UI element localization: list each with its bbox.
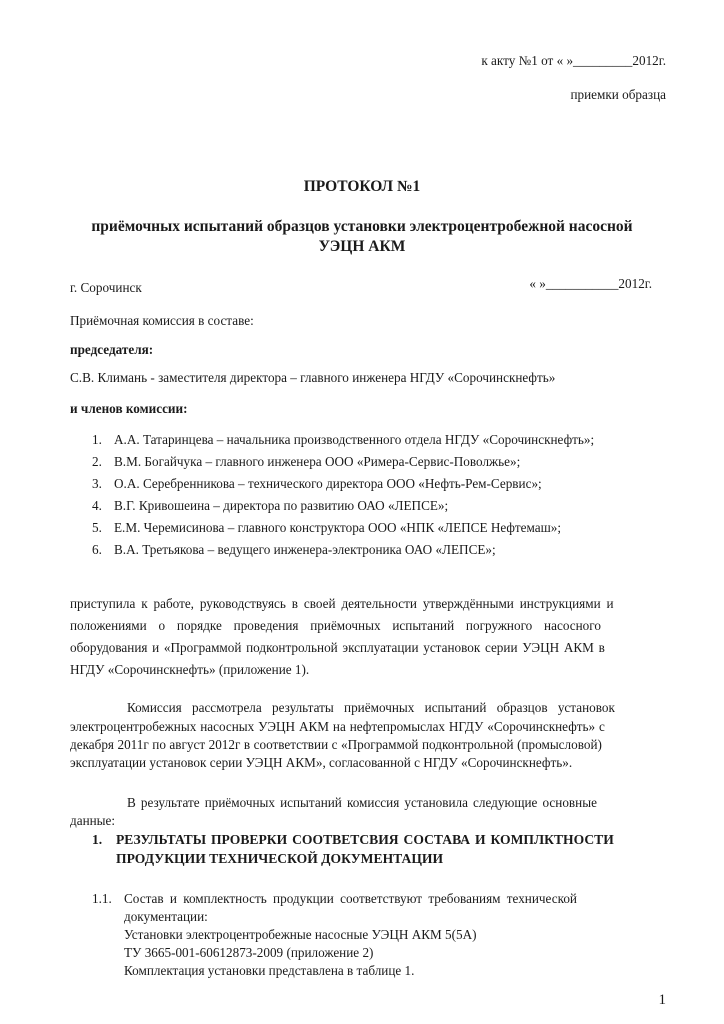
page-number: 1 <box>658 992 666 1008</box>
member-item <box>92 454 520 470</box>
member-number: 5. <box>92 520 102 535</box>
member-number: 1. <box>92 432 102 447</box>
member-number: 3. <box>92 476 102 491</box>
member-text: О.А. Серебренникова – технического директора ООО «Нефть-Рем-Сервис»; <box>114 476 542 491</box>
paragraph-1-line-3: оборудования и «Программой подконтрольной эксплуатации установок серии УЭЦН АКМ в <box>70 640 605 655</box>
member-text: В.М. Богайчука – главного инженера ООО «Римера-Сервис-Поволжье»; <box>114 454 521 469</box>
subsection-1-1-line-1: Состав и комплектность продукции соответствуют требованиям технической <box>124 891 577 906</box>
member-item <box>92 542 496 558</box>
member-text: В.Г. Кривошеина – директора по развитию ОАО «ЛЕПСЕ»; <box>114 498 449 513</box>
member-text: А.А. Татаринцева – начальника производственного отдела НГДУ «Сорочинскнефть»; <box>114 432 595 447</box>
place-city: г. Сорочинск <box>70 280 142 295</box>
header-acceptance-sample: приемки образца <box>570 87 666 102</box>
paragraph-1-line-1: приступила к работе, руководствуясь в своей деятельности утверждёнными инструкциями и <box>70 596 614 611</box>
paragraph-1-line-4: НГДУ «Сорочинскнефть» (приложение 1). <box>70 662 310 677</box>
member-item <box>92 432 594 448</box>
paragraph-2-line-4: эксплуатации установок серии УЭЦН АКМ», согласованной с НГДУ «Сорочинскнефть». <box>70 755 573 770</box>
document-subtitle-line2: УЭЦН АКМ <box>318 238 406 255</box>
document-title: ПРОТОКОЛ №1 <box>303 178 421 195</box>
member-item <box>92 498 448 514</box>
member-item <box>92 520 561 536</box>
header-act-reference: к акту №1 от « »_________2012г. <box>481 53 666 68</box>
member-item <box>92 476 542 492</box>
section-1-number: 1. <box>92 832 103 847</box>
members-heading: и членов комиссии: <box>70 401 188 416</box>
subsection-1-1-number: 1.1. <box>92 891 112 906</box>
paragraph-1-line-2: положениями о порядке проведения приёмочных испытаний погружного насосного <box>70 618 601 633</box>
subsection-1-1-line-2: документации: <box>124 909 208 924</box>
section-1-title-line-1: РЕЗУЛЬТАТЫ ПРОВЕРКИ СООТВЕТСВИЯ СОСТАВА И КОМПЛКТНОСТИ <box>116 832 614 847</box>
place-date: « »___________2012г. <box>529 276 652 291</box>
member-text: Е.М. Черемисинова – главного конструктора ООО «НПК «ЛЕПСЕ Нефтемаш»; <box>114 520 562 535</box>
paragraph-3-line-2: данные: <box>70 813 116 828</box>
member-text: В.А. Третьякова – ведущего инженера-электроника ОАО «ЛЕПСЕ»; <box>114 542 496 557</box>
paragraph-2-line-3: декабря 2011г по август 2012г в соответствии с «Программой подконтрольной (промысловой) <box>70 737 602 752</box>
member-number: 6. <box>92 542 102 557</box>
commission-intro: Приёмочная комиссия в составе: <box>70 313 254 328</box>
specification-line: ТУ 3665-001-60612873-2009 (приложение 2) <box>124 945 374 960</box>
paragraph-3-line-1: В результате приёмочных испытаний комиссия установила следующие основные <box>127 795 597 810</box>
paragraph-2-line-2: электроцентробежных насосных УЭЦН АКМ на нефтепромыслах НГДУ «Сорочинскнефть» с <box>70 719 605 734</box>
product-name-line: Установки электроцентробежные насосные УЭЦН АКМ 5(5А) <box>124 927 477 942</box>
document-subtitle-line1: приёмочных испытаний образцов установки электроцентробежной насосной <box>91 218 633 235</box>
member-number: 2. <box>92 454 102 469</box>
chair-name: С.В. Климань - заместителя директора – главного инженера НГДУ «Сорочинскнефть» <box>70 370 556 385</box>
section-1-title-line-2: ПРОДУКЦИИ ТЕХНИЧЕСКОЙ ДОКУМЕНТАЦИИ <box>116 851 444 866</box>
member-number: 4. <box>92 498 102 513</box>
paragraph-2-line-1: Комиссия рассмотрела результаты приёмочных испытаний образцов установок <box>127 700 615 715</box>
chair-heading: председателя: <box>70 342 154 357</box>
table-reference-line: Комплектация установки представлена в таблице 1. <box>124 963 415 978</box>
